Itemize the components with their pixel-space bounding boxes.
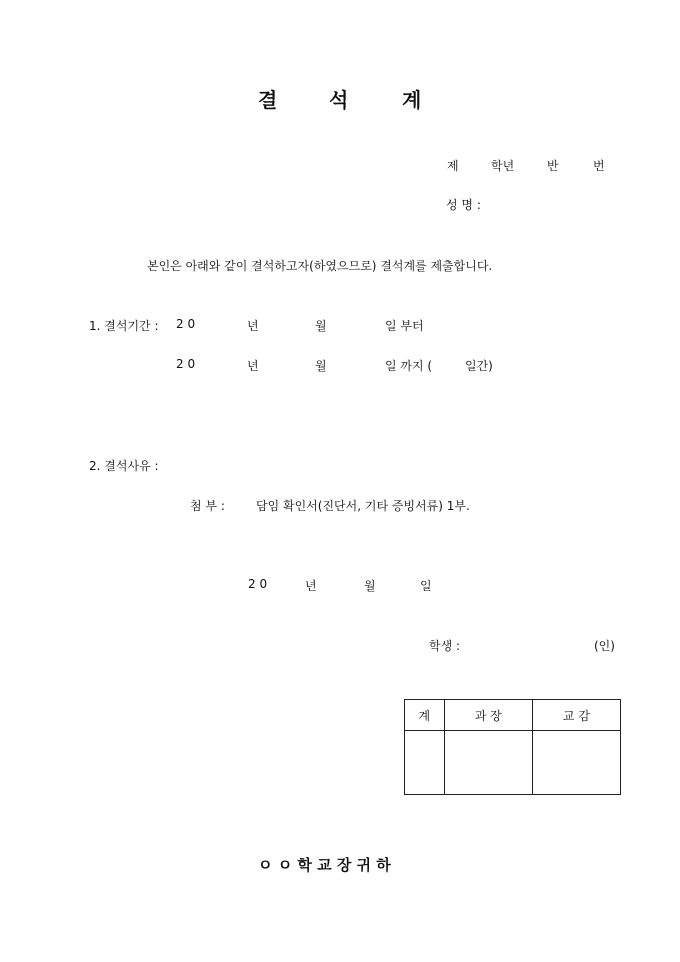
date-month-unit: 월 — [364, 579, 376, 593]
addressee-principal: ㅇ ㅇ 학 교 장 귀 하 — [258, 856, 391, 874]
date-year: 2 0 — [248, 577, 268, 591]
date-day-unit: 일 — [420, 579, 432, 593]
attachment-text: 담임 확인서(진단서, 기타 증빙서류) 1부. — [256, 499, 470, 513]
approval-table — [404, 699, 621, 795]
grade-label-je: 제 — [447, 159, 459, 173]
title-char-2: 석 — [329, 88, 350, 112]
period-to-year: 2 0 — [176, 357, 196, 371]
period-label: 1. 결석기간 : — [89, 319, 159, 333]
student-signature-label: 학생 : — [429, 639, 461, 653]
approval-cell-gyogam[interactable] — [532, 731, 620, 795]
approval-cell-gwajang[interactable] — [444, 731, 532, 795]
number-label-beon: 번 — [593, 159, 605, 173]
period-from-day-unit: 일 부터 — [385, 319, 424, 333]
title-char-1: 결 — [258, 88, 279, 112]
date-year-unit: 년 — [305, 579, 317, 593]
statement-text: 본인은 아래와 같이 결석하고자(하였으므로) 결석계를 제출합니다. — [147, 259, 493, 273]
period-to-month-unit: 월 — [315, 359, 327, 373]
period-to-year-unit: 년 — [247, 359, 259, 373]
title-char-3: 계 — [402, 88, 423, 112]
approval-header-gye: 계 — [405, 700, 445, 731]
attachment-label: 첨 부 : — [190, 499, 225, 513]
approval-cell-gye[interactable] — [405, 731, 445, 795]
period-to-day-unit: 일 까지 ( — [385, 359, 433, 373]
period-from-year: 2 0 — [176, 317, 196, 331]
reason-label: 2. 결석사유 : — [89, 459, 159, 473]
period-total-days: 일간) — [465, 359, 493, 373]
grade-label-hangnyeon: 학년 — [491, 159, 515, 173]
approval-header-gyogam: 교 감 — [532, 700, 620, 731]
name-label: 성 명 : — [446, 198, 481, 212]
period-from-month-unit: 월 — [315, 319, 327, 333]
class-label-ban: 반 — [547, 159, 559, 173]
approval-header-gwajang: 과 장 — [444, 700, 532, 731]
period-from-year-unit: 년 — [247, 319, 259, 333]
seal-mark: (인) — [594, 639, 615, 653]
